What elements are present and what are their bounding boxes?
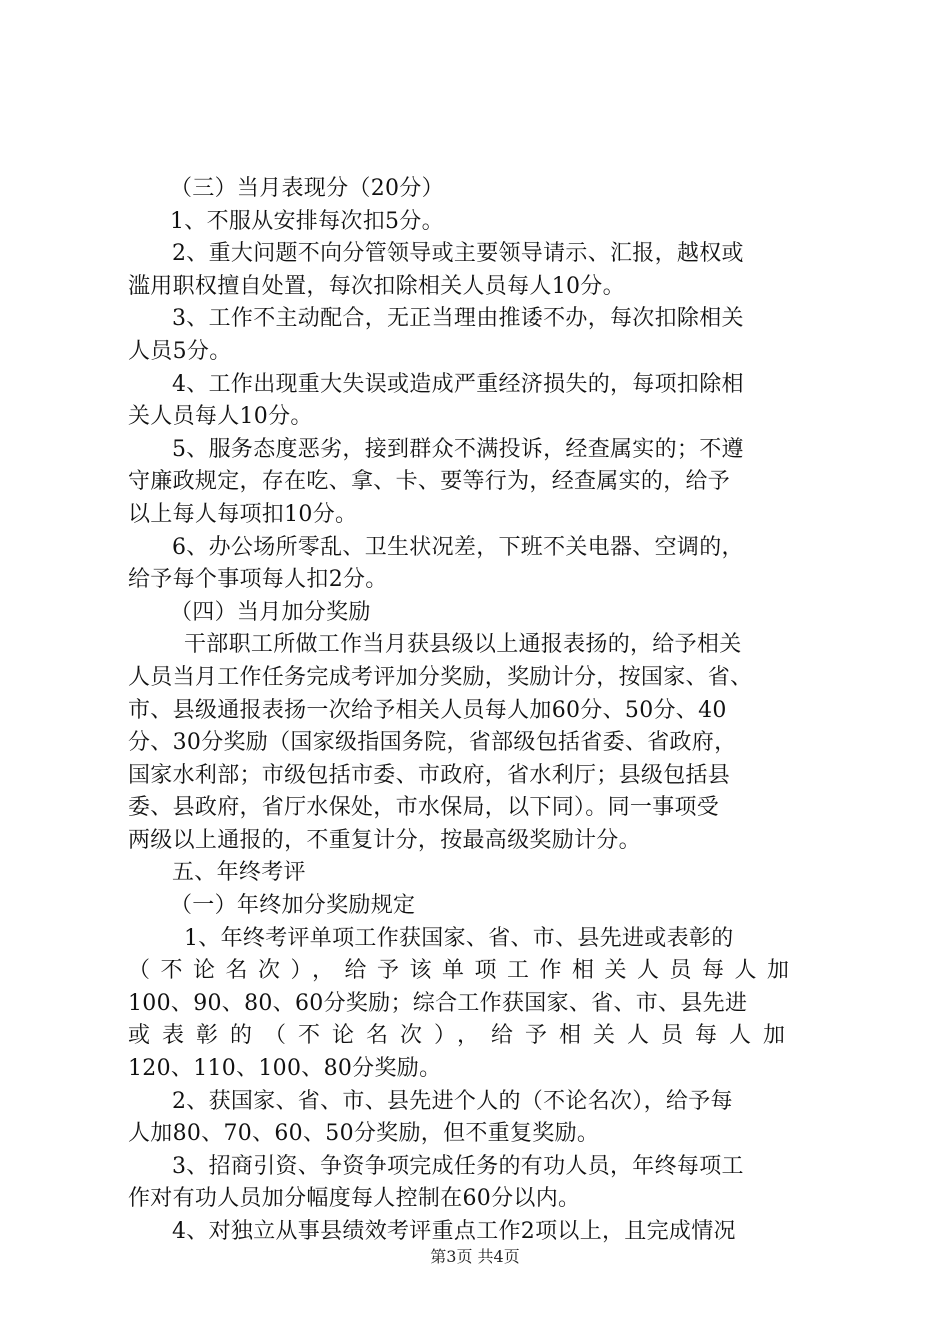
paragraph-line: 2、获国家、省、市、县先进个人的（不论名次），给予每 [172,1088,733,1114]
paragraph-line: 作对有功人员加分幅度每人控制在60分以内。 [128,1186,581,1212]
paragraph-line: 守廉政规定，存在吃、拿、卡、要等行为，经查属实的，给予 [128,469,731,495]
paragraph-line: 2、重大问题不向分管领导或主要领导请示、汇报，越权或 [172,241,744,267]
paragraph-line: 5、服务态度恶劣，接到群众不满投诉，经查属实的；不遵 [172,436,744,462]
paragraph-line: 4、对独立从事县绩效考评重点工作2项以上，且完成情况 [172,1219,736,1244]
paragraph-line: 以上每人每项扣10分。 [128,501,358,527]
paragraph-line: 人员当月工作任务完成考评加分奖励，奖励计分，按国家、省、 [128,664,753,690]
section-heading: （四）当月加分奖励 [170,599,371,625]
paragraph-line: 120、110、100、80分奖励。 [128,1056,442,1082]
paragraph-line: （不论名次），给予该单项工作相关人员每人加 [128,958,800,984]
paragraph-line: 人员5分。 [128,338,232,364]
paragraph-line: 或表彰的（不论名次），给予相关人员每人加 [128,1023,798,1049]
paragraph-line: 干部职工所做工作当月获县级以上通报表扬的，给予相关 [184,632,742,658]
document-body [128,173,834,1249]
paragraph-line: 分、30分奖励（国家级指国务院，省部级包括省委、省政府， [128,730,737,756]
paragraph-line: 两级以上通报的，不重复计分，按最高级奖励计分。 [128,827,641,853]
paragraph-line: 6、办公场所零乱、卫生状况差，下班不关电器、空调的， [172,534,744,560]
section-heading: （一）年终加分奖励规定 [170,893,416,919]
paragraph-line: 给予每个事项每人扣2分。 [128,567,388,593]
paragraph-line: 3、招商引资、争资争项完成任务的有功人员，年终每项工 [172,1153,744,1179]
section-heading: （三）当月表现分（20分） [170,176,444,201]
paragraph-line: 人加80、70、60、50分奖励，但不重复奖励。 [128,1121,600,1147]
paragraph-line: 100、90、80、60分奖励；综合工作获国家、省、市、县先进 [128,990,748,1016]
paragraph-line: 1、不服从安排每次扣5分。 [170,208,444,234]
paragraph-line: 3、工作不主动配合，无正当理由推诿不办，每次扣除相关 [172,306,744,332]
page-number-footer: 第3页 共4页 [430,1247,520,1266]
paragraph-line: 市、县级通报表扬一次给予相关人员每人加60分、50分、40 [128,697,727,723]
paragraph-line: 关人员每人10分。 [128,404,313,430]
paragraph-line: 委、县政府，省厅水保处，市水保局，以下同）。同一事项受 [128,795,720,821]
paragraph-line: 滥用职权擅自处置，每次扣除相关人员每人10分。 [128,273,625,299]
section-heading: 五、年终考评 [172,860,306,886]
paragraph-line: 4、工作出现重大失误或造成严重经济损失的，每项扣除相 [172,371,744,397]
paragraph-line: 1、年终考评单项工作获国家、省、市、县先进或表彰的 [184,925,734,951]
paragraph-line: 国家水利部；市级包括市委、市政府，省水利厅；县级包括县 [128,762,731,788]
